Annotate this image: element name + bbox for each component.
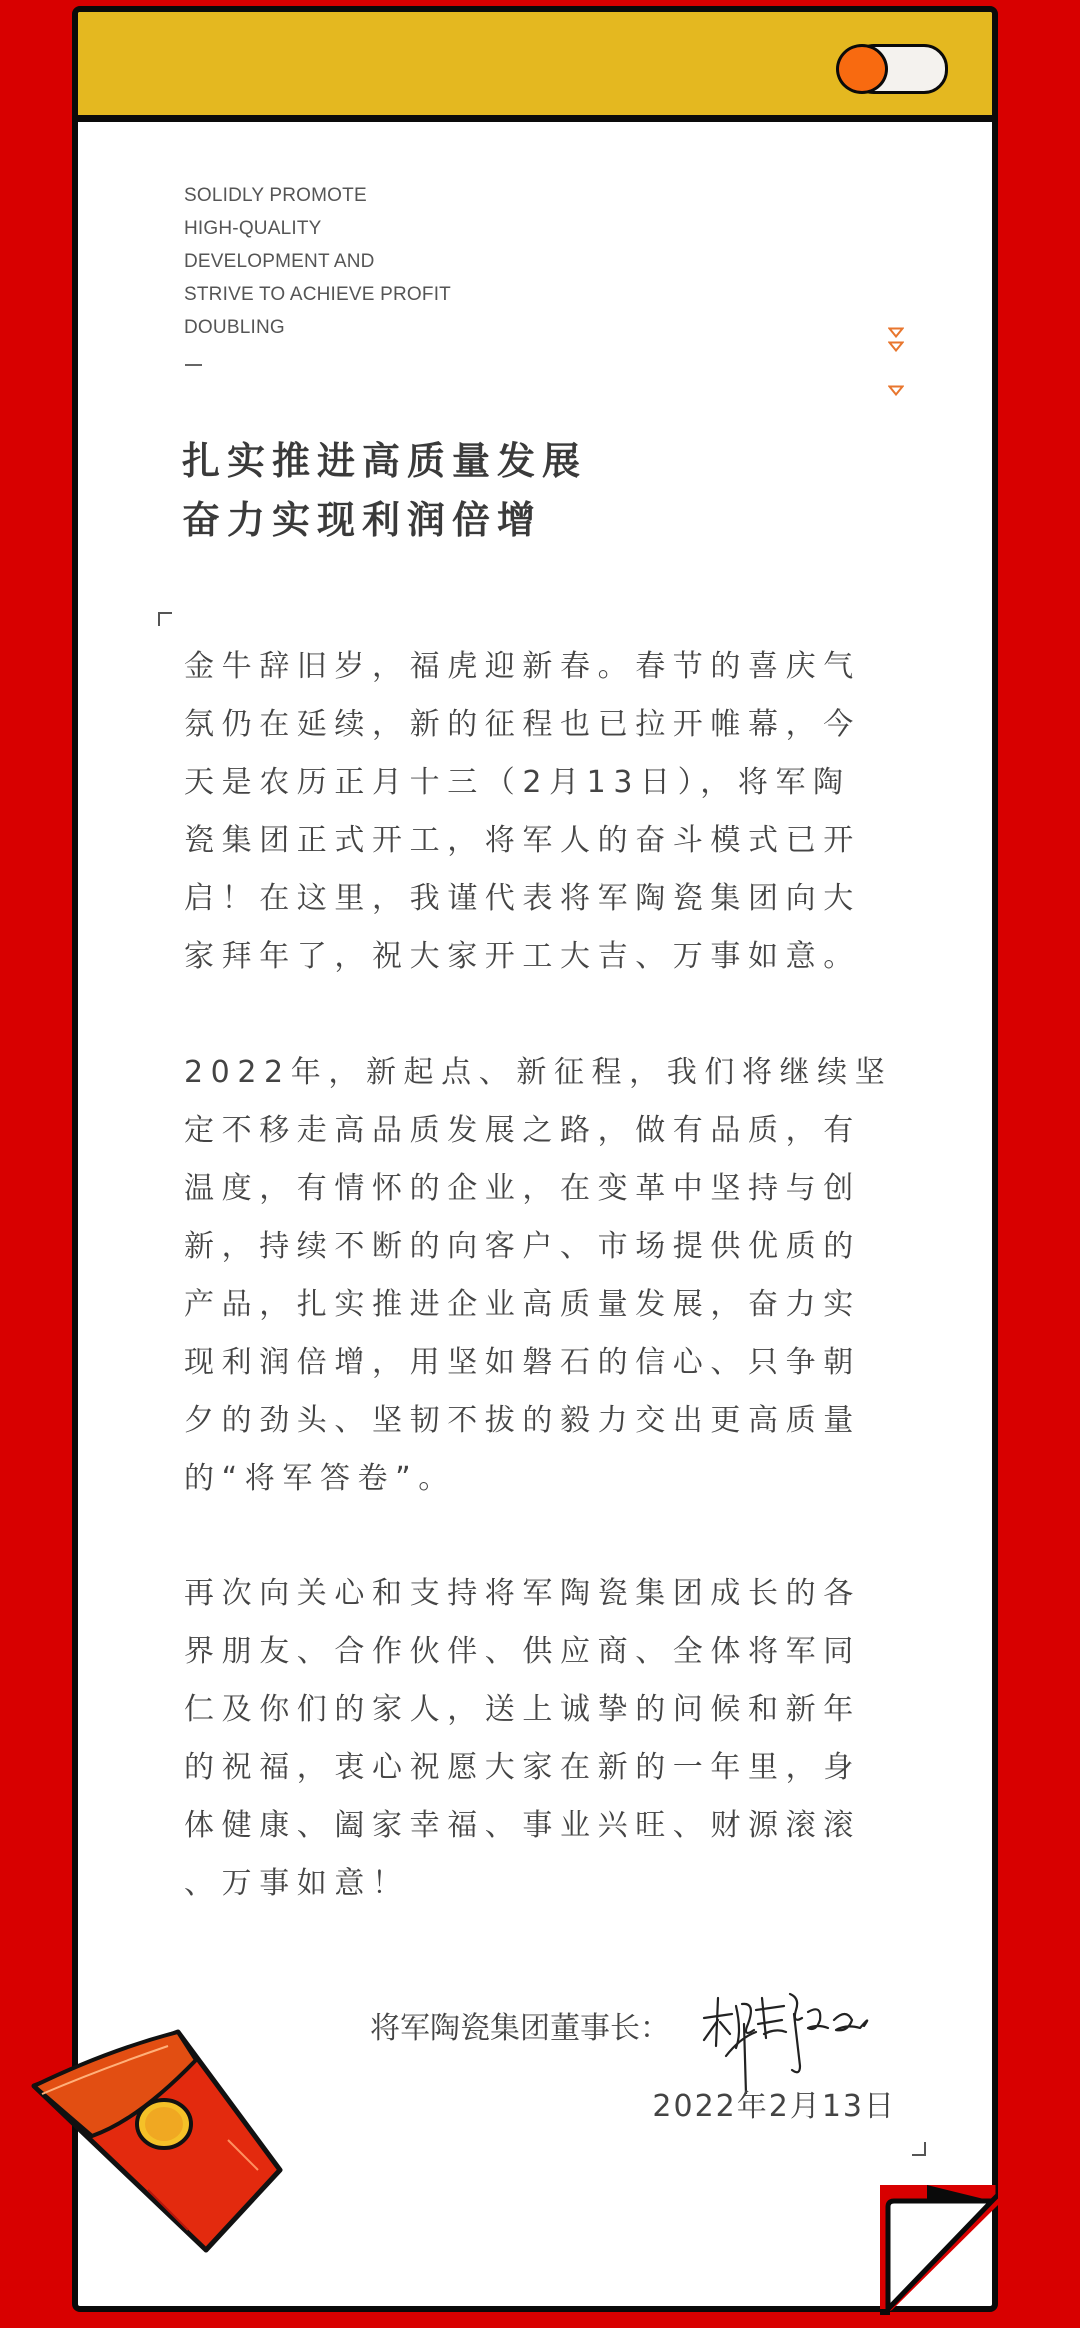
body-line: 温度，有情怀的企业，在变革中坚持与创 (184, 1171, 861, 1206)
page-curl-corner-icon (880, 2185, 998, 2315)
body-line: 、万事如意！ (184, 1866, 410, 1901)
body-line: 夕的劲头、坚韧不拔的毅力交出更高质量 (184, 1403, 861, 1438)
body-line: 金牛辞旧岁，福虎迎新春。春节的喜庆气 (184, 649, 861, 684)
corner-bracket-top-left-icon (158, 612, 172, 626)
title-line: 扎实推进高质量发展 (182, 439, 588, 483)
letter-date: 2022年2月13日 (652, 2089, 896, 2124)
body-line: 产品，扎实推进企业高质量发展，奋力实 (184, 1287, 861, 1322)
toggle-knob (836, 44, 888, 94)
red-envelope-icon (28, 2020, 298, 2260)
body-line: 的“将军答卷”。 (184, 1461, 456, 1496)
subtitle-line: DOUBLING (184, 317, 285, 338)
body-line: 界朋友、合作伙伴、供应商、全体将军同 (184, 1634, 861, 1669)
card-header-bar (78, 12, 992, 122)
body-line: 仁及你们的家人，送上诚挚的问候和新年 (184, 1692, 861, 1727)
body-line: 再次向关心和支持将军陶瓷集团成长的各 (184, 1576, 861, 1611)
body-line: 瓷集团正式开工，将军人的奋斗模式已开 (184, 823, 861, 858)
body-line: 启！在这里，我谨代表将军陶瓷集团向大 (184, 881, 861, 916)
subtitle-line: SOLIDLY PROMOTE (184, 185, 367, 206)
body-paragraph-1 (184, 638, 904, 986)
body-line: 新，持续不断的向客户、市场提供优质的 (184, 1229, 861, 1264)
subtitle-line: DEVELOPMENT AND (184, 251, 375, 272)
body-line: 定不移走高品质发展之路，做有品质，有 (184, 1113, 861, 1148)
page-title (182, 432, 587, 550)
body-line: 2022年，新起点、新征程，我们将继续坚 (184, 1055, 893, 1090)
corner-bracket-bottom-right-icon (912, 2142, 926, 2156)
body-line: 现利润倍增，用坚如磐石的信心、只争朝 (184, 1345, 861, 1380)
body-line: 天是农历正月十三（2月13日），将军陶 (184, 765, 851, 800)
signature-label: 将军陶瓷集团董事长： (370, 2011, 670, 2046)
title-line: 奋力实现利润倍增 (182, 498, 543, 542)
body-line: 家拜年了，祝大家开工大吉、万事如意。 (184, 939, 861, 974)
toggle-switch[interactable] (836, 44, 944, 92)
body-paragraph-2 (184, 1044, 904, 1508)
english-subtitle (184, 179, 451, 344)
body-paragraph-3 (184, 1565, 904, 1913)
body-line: 氛仍在延续，新的征程也已拉开帷幕，今 (184, 707, 861, 742)
body-line: 体健康、阖家幸福、事业兴旺、财源滚滚 (184, 1808, 861, 1843)
subtitle-line: STRIVE TO ACHIEVE PROFIT (184, 284, 451, 305)
subtitle-dash-divider (185, 364, 202, 366)
letter-card (72, 6, 998, 2312)
subtitle-line: HIGH-QUALITY (184, 218, 322, 239)
body-line: 的祝福，衷心祝愿大家在新的一年里，身 (184, 1750, 861, 1785)
